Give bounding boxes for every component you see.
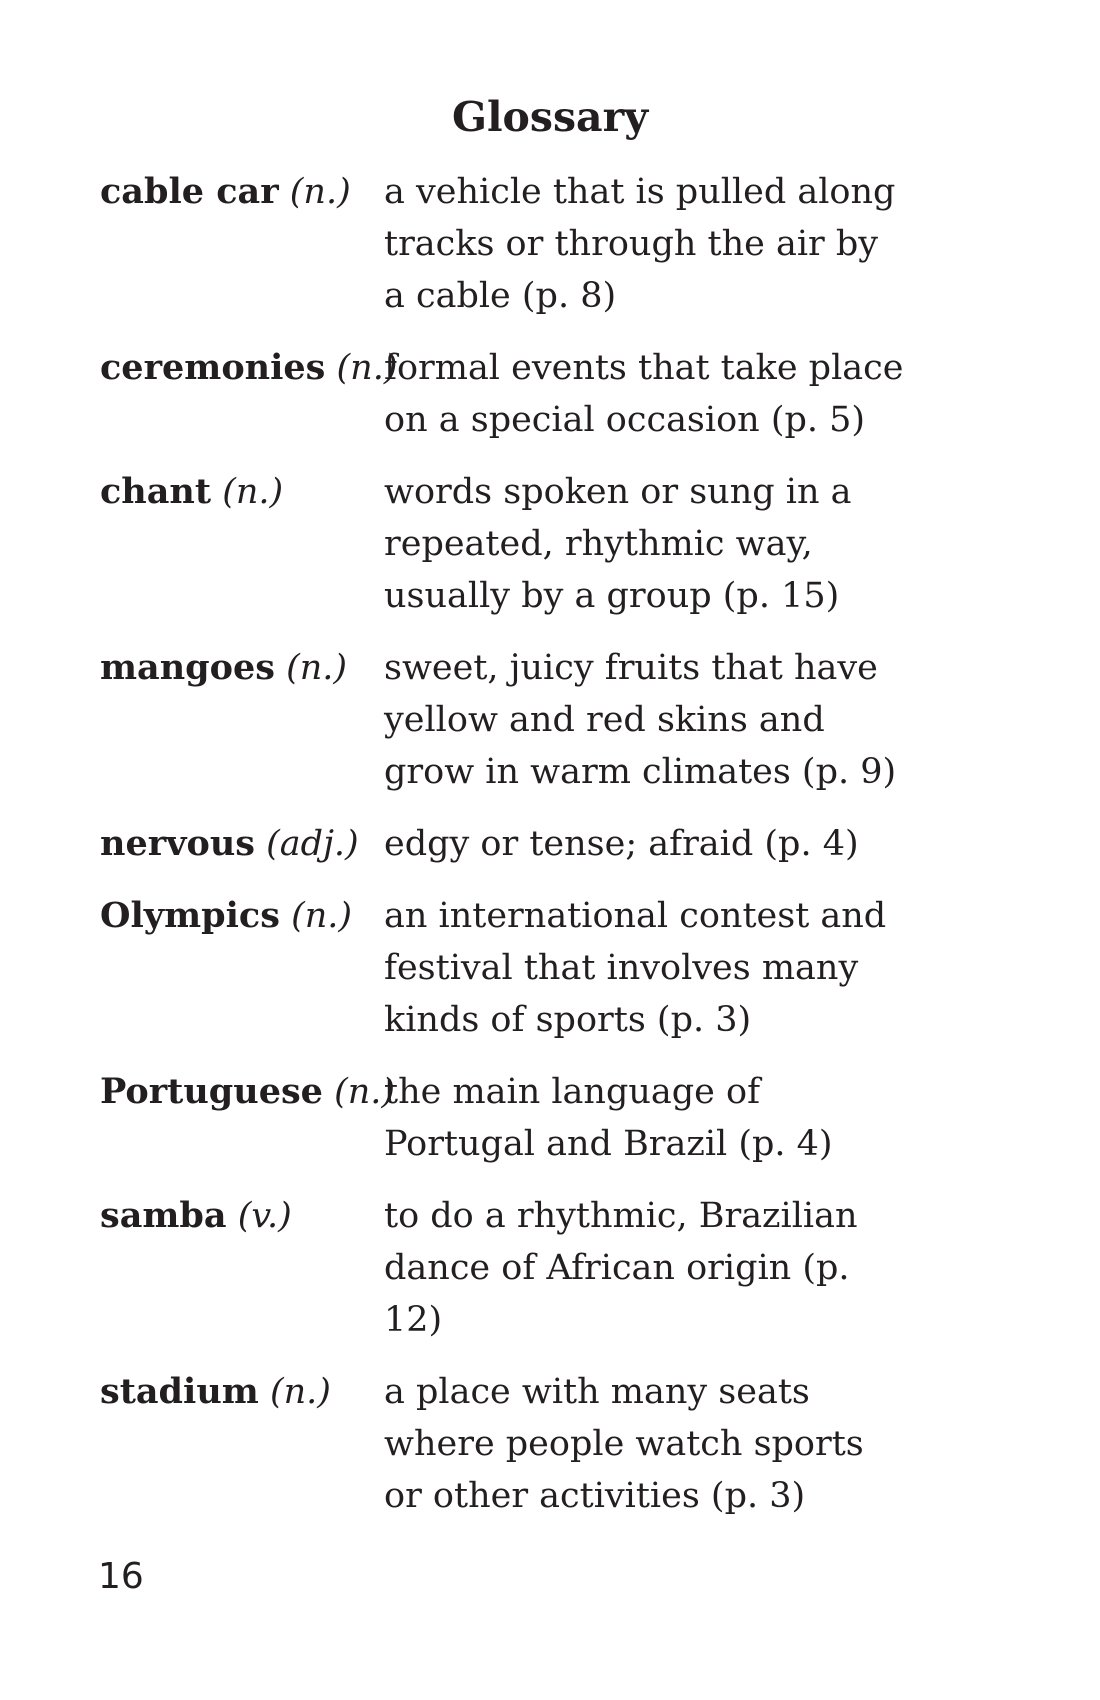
glossary-entry: [100, 642, 1040, 798]
glossary-entry: [100, 890, 1040, 1046]
term-word: stadium: [100, 1371, 259, 1412]
page-number: 16: [98, 1556, 144, 1597]
glossary-term: [100, 818, 384, 870]
glossary-definition: a vehicle that is pulled along tracks or through the air by a cable (p. 8): [384, 172, 896, 316]
glossary-definition: sweet, juicy fruits that have yellow and red skins and grow in warm climates (p. 9): [384, 648, 897, 792]
term-word: ceremonies: [100, 347, 326, 388]
glossary-definition: formal events that take place on a special occasion (p. 5): [384, 348, 904, 440]
part-of-speech: (n.): [336, 348, 398, 388]
part-of-speech: (n.): [289, 172, 351, 212]
glossary-definition: the main language of Portugal and Brazil (p. 4): [384, 1072, 833, 1164]
term-word: chant: [100, 471, 212, 512]
part-of-speech: (adj.): [266, 824, 359, 864]
part-of-speech: (v.): [237, 1196, 292, 1236]
part-of-speech: (n.): [269, 1372, 331, 1412]
glossary-entry: [100, 1366, 1040, 1522]
page-title: Glossary: [451, 93, 649, 141]
term-word: nervous: [100, 823, 255, 864]
glossary-term: [100, 342, 398, 394]
glossary-term: [100, 1366, 384, 1418]
glossary-list: [100, 166, 1040, 1542]
term-word: Portuguese: [100, 1071, 323, 1112]
glossary-entry: [100, 818, 1040, 870]
glossary-term: [100, 1066, 396, 1118]
part-of-speech: (n.): [334, 1072, 396, 1112]
part-of-speech: (n.): [286, 648, 348, 688]
glossary-definition: to do a rhythmic, Brazilian dance of African origin (p. 12): [384, 1196, 858, 1340]
glossary-term: [100, 890, 384, 942]
glossary-entry: [100, 466, 1040, 622]
glossary-entry: [100, 342, 1040, 446]
term-word: Olympics: [100, 895, 280, 936]
part-of-speech: (n.): [291, 896, 353, 936]
glossary-term: [100, 166, 384, 218]
glossary-definition: edgy or tense; afraid (p. 4): [384, 824, 859, 864]
part-of-speech: (n.): [222, 472, 284, 512]
term-word: mangoes: [100, 647, 275, 688]
glossary-entry: [100, 166, 1040, 322]
glossary-entry: [100, 1066, 1040, 1170]
glossary-definition: an international contest and festival that involves many kinds of sports (p. 3): [384, 896, 887, 1040]
glossary-definition: words spoken or sung in a repeated, rhythmic way, usually by a group (p. 15): [384, 472, 852, 616]
glossary-entry: [100, 1190, 1040, 1346]
glossary-term: [100, 466, 384, 518]
glossary-term: [100, 1190, 384, 1242]
term-word: cable car: [100, 171, 279, 212]
glossary-term: [100, 642, 384, 694]
term-word: samba: [100, 1195, 227, 1236]
glossary-definition: a place with many seats where people watch sports or other activities (p. 3): [384, 1372, 864, 1516]
